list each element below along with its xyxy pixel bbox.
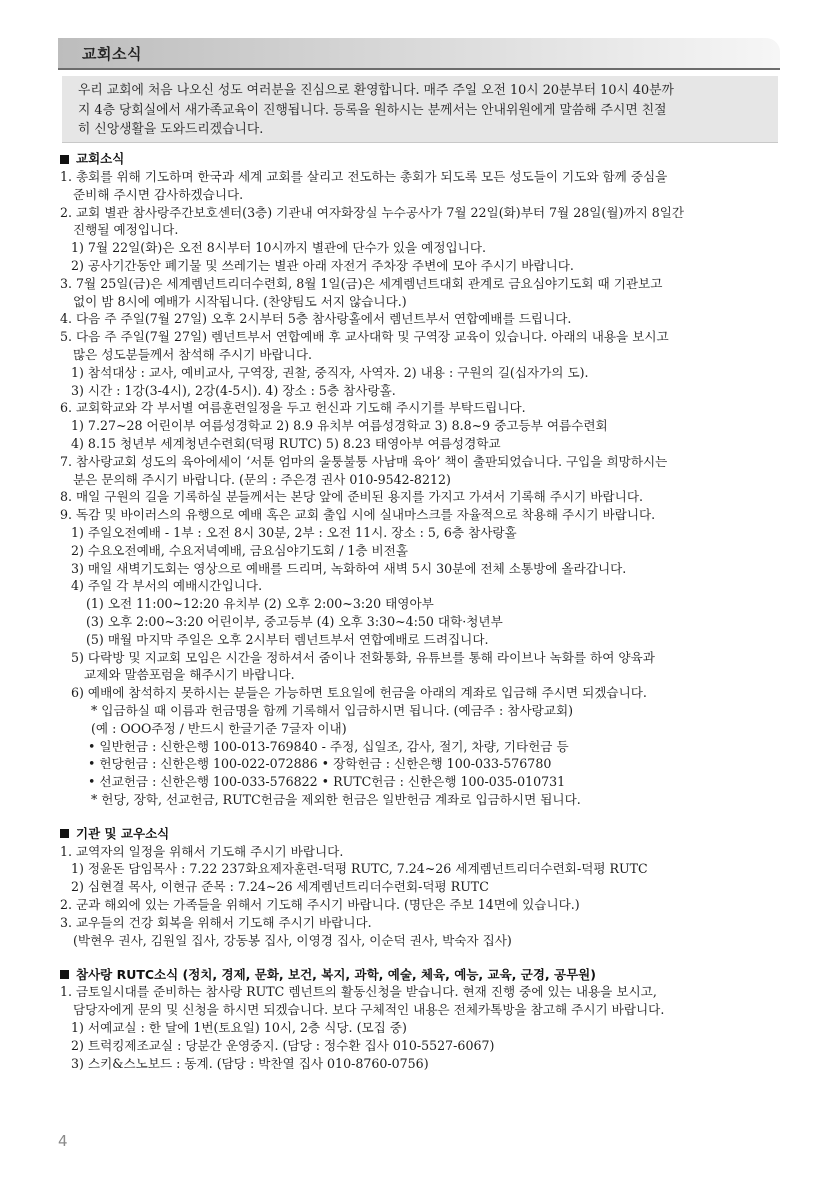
header-bar (58, 38, 780, 68)
list-item: 진행될 예정입니다. (73, 222, 179, 238)
list-item: 2. 군과 해외에 있는 가족들을 위해서 기도해 주시기 바랍니다. (명단은 주보 14면에 있습니다.) (60, 897, 580, 913)
news-section (60, 965, 800, 1072)
list-item: 1) 7.27~28 어린이부 여름성경학교 2) 8.9 유치부 여름성경학교 3) 8.8~9 중고등부 여름수련회 (71, 418, 608, 434)
list-item: (1) 오전 11:00~12:20 유치부 (2) 오후 2:00~3:20 태영아부 (86, 596, 434, 612)
list-item: 6. 교회학교와 각 부서별 여름훈련일정을 두고 헌신과 기도해 주시기를 부탁드립니다. (60, 400, 526, 416)
intro-line: 지 4층 당회실에서 새가족교육이 진행됩니다. 등록을 원하시는 분께서는 안내위원에게 말씀해 주시면 친절 (78, 102, 667, 118)
news-section (60, 825, 800, 950)
list-item: 많은 성도분들께서 참석해 주시기 바랍니다. (73, 346, 312, 362)
list-item: 담당자에게 문의 및 신청을 하시면 되겠습니다. 보다 구체적인 내용은 전체카톡방을 참고해 주시기 바랍니다. (73, 1002, 665, 1018)
list-item: (예 : OOO주정 / 반드시 한글기준 7글자 이내) (91, 720, 347, 736)
list-item: 3) 시간 : 1강(3-4시), 2강(4-5시). 4) 장소 : 5층 참사랑홀. (71, 382, 396, 398)
page-number: 4 (58, 1132, 68, 1150)
list-item: 3) 스키&스노보드 : 동계. (담당 : 박찬열 집사 010-8760-0756) (71, 1055, 429, 1071)
list-item: 6) 예배에 참석하지 못하시는 분들은 가능하면 토요일에 헌금을 아래의 계좌로 입금해 주시면 되겠습니다. (71, 685, 647, 701)
list-item: 교제와 말씀포럼을 해주시기 바랍니다. (84, 667, 295, 683)
list-item: (박현우 권사, 김원일 집사, 강동봉 집사, 이영경 집사, 이순덕 권사, 박숙자 집사) (73, 932, 512, 948)
intro-line: 히 신앙생활을 도와드리겠습니다. (78, 122, 264, 137)
list-item: (5) 매월 마지막 주일은 오후 2시부터 렘넌트부서 연합예배로 드려집니다. (86, 631, 489, 647)
intro-line: 우리 교회에 처음 나오신 성도 여러분을 진심으로 환영합니다. 매주 주일 오전 10시 20분부터 10시 40분까 (78, 83, 674, 98)
list-item: 4) 주일 각 부서의 예배시간입니다. (71, 578, 263, 594)
list-item: 2) 심현결 목사, 이현규 준목 : 7.24~26 세계렘넌트리더수련회-덕평 RUTC (71, 879, 489, 895)
square-bullet-icon (60, 970, 69, 979)
list-item: 5. 다음 주 주일(7월 27일) 렘넌트부서 연합예배 후 교사대학 및 구역장 교육이 있습니다. 아래의 내용을 보시고 (60, 329, 669, 345)
news-content (60, 150, 800, 1072)
list-item: 2. 교회 별관 참사랑주간보호센터(3층) 기관내 여자화장실 누수공사가 7월 22일(화)부터 7월 28일(월)까지 8일간 (60, 204, 685, 220)
list-item: * 입금하실 때 이름과 헌금명을 함께 기록해서 입금하시면 됩니다. (예금주 : 참사랑교회) (91, 702, 574, 718)
list-item: 3) 매일 새벽기도회는 영상으로 예배를 드리며, 녹화하여 새벽 5시 30분에 전체 소통방에 올라갑니다. (71, 560, 627, 576)
list-item: 2) 공사기간동안 폐기물 및 쓰레기는 별관 아래 자전거 주차장 주변에 모아 주시기 바랍니다. (71, 257, 574, 273)
list-item: 1) 7월 22일(화)은 오전 8시부터 10시까지 별관에 단수가 있을 예정입니다. (71, 240, 486, 256)
list-item: 8. 매일 구원의 길을 기록하실 분들께서는 본당 앞에 준비된 용지를 가지고 가셔서 기록해 주시기 바랍니다. (60, 489, 644, 505)
news-section (60, 150, 800, 809)
section-heading (60, 150, 800, 168)
section-heading-text: 참사랑 RUTC소식 (정치, 경제, 문화, 보건, 복지, 과학, 예술, 체육, 예능, 교육, 군경, 공무원) (76, 966, 596, 982)
section-gap (60, 949, 800, 965)
square-bullet-icon (60, 155, 69, 164)
list-item: 2) 트럭킹제조교실 : 당분간 운영중지. (담당 : 정수환 집사 010-5527-6067) (71, 1037, 495, 1053)
list-item: 없이 밤 8시에 예배가 시작됩니다. (찬양팀도 서지 않습니다.) (73, 293, 407, 309)
list-item: 분은 문의해 주시기 바랍니다. (문의 : 주은경 권사 010-9542-8212) (73, 471, 451, 487)
section-heading-text: 교회소식 (76, 151, 125, 167)
list-item: * 헌당, 장학, 선교헌금, RUTC헌금을 제외한 헌금은 일반헌금 계좌로 입금하시면 됩니다. (91, 791, 581, 807)
section-gap (60, 809, 800, 825)
list-item: 1. 교역자의 일정을 위해서 기도해 주시기 바랍니다. (60, 843, 344, 859)
page-title: 교회소식 (82, 45, 142, 63)
section-heading (60, 965, 800, 983)
section-heading (60, 825, 800, 843)
list-item: 1) 서예교실 : 한 달에 1번(토요일) 10시, 2층 식당. (모집 중) (71, 1020, 407, 1036)
list-item: • 헌당헌금 : 신한은행 100-022-072886 • 장학헌금 : 신한은행 100-033-576780 (88, 756, 552, 772)
list-item: 1) 주일오전예배 - 1부 : 오전 8시 30분, 2부 : 오전 11시. 장소 : 5, 6층 참사랑홀 (71, 524, 517, 540)
list-item: 3. 7월 25일(금)은 세계렘넌트리더수련회, 8월 1일(금)은 세계렘넌트대회 관계로 금요심야기도회 때 기관보고 (60, 275, 663, 291)
square-bullet-icon (60, 829, 69, 838)
list-item: 3. 교우들의 건강 회복을 위해서 기도해 주시기 바랍니다. (60, 914, 372, 930)
list-item: 1) 정윤돈 담임목사 : 7.22 237화요제자훈련-덕평 RUTC, 7.24~26 세계렘넌트리더수련회-덕평 RUTC (71, 861, 648, 877)
section-heading-text: 기관 및 교우소식 (76, 825, 170, 841)
list-item: • 일반헌금 : 신한은행 100-013-769840 - 주정, 십일조, 감사, 절기, 차량, 기타헌금 등 (88, 738, 569, 754)
list-item: 5) 다락방 및 지교회 모임은 시간을 정하셔서 줌이나 전화통화, 유튜브를 통해 라이브나 녹화를 하여 양육과 (71, 649, 655, 665)
list-item: 2) 수요오전예배, 수요저녁예배, 금요심야기도회 / 1층 비전홀 (71, 542, 409, 558)
list-item: 준비해 주시면 감사하겠습니다. (73, 186, 244, 202)
intro-text (78, 81, 778, 140)
list-item: 1. 금토일시대를 준비하는 참사랑 RUTC 렘넌트의 활동신청을 받습니다. 현재 진행 중에 있는 내용을 보시고, (60, 984, 657, 1000)
list-item: 1) 참석대상 : 교사, 예비교사, 구역장, 권찰, 중직자, 사역자. 2) 내용 : 구원의 길(십자가의 도). (71, 364, 589, 380)
list-item: 1. 총회를 위해 기도하며 한국과 세계 교회를 살리고 전도하는 총회가 되도록 모든 성도들이 기도와 함께 중심을 (60, 169, 668, 184)
list-item: • 선교헌금 : 신한은행 100-033-576822 • RUTC헌금 : 신한은행 100-035-010731 (88, 774, 566, 790)
list-item: 9. 독감 및 바이러스의 유행으로 예배 혹은 교회 출입 시에 실내마스크를 자율적으로 착용해 주시기 바랍니다. (60, 507, 656, 523)
header-divider (58, 68, 780, 70)
list-item: (3) 오후 2:00~3:20 어린이부, 중고등부 (4) 오후 3:30~4:50 대학·청년부 (86, 613, 503, 629)
list-item: 4. 다음 주 주일(7월 27일) 오후 2시부터 5층 참사랑홀에서 렘넌트부서 연합예배를 드립니다. (60, 311, 572, 327)
list-item: 7. 참사랑교회 성도의 육아에세이 ‘서툰 엄마의 울퉁불퉁 사남매 육아’ 책이 출판되었습니다. 구입을 희망하시는 (60, 453, 668, 469)
list-item: 4) 8.15 청년부 세계청년수련회(덕평 RUTC) 5) 8.23 태영아부 여름성경학교 (71, 435, 501, 451)
